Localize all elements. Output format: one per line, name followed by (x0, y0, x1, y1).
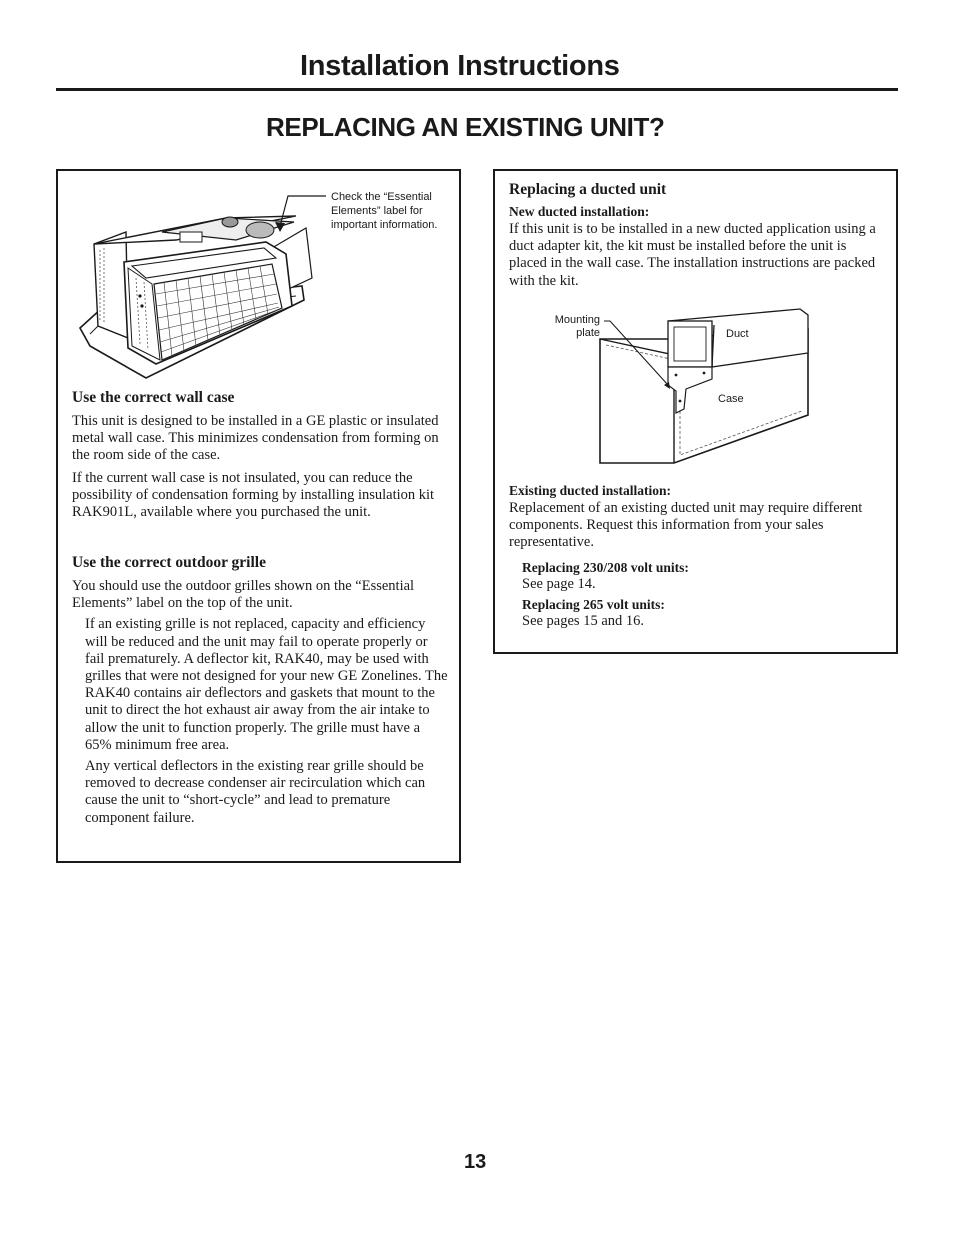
section-title: REPLACING AN EXISTING UNIT? (266, 112, 665, 142)
grille-para-1: You should use the outdoor grilles shown on the “Essential Elements” label on the top of the unit. (72, 578, 415, 612)
ducted-new-section (509, 181, 881, 290)
wall-case-heading: Use the correct wall case (72, 389, 235, 406)
new-ducted-text: If this unit is to be installed in a new ducted application using a duct adapter kit, the kit must be installed before the unit is placed in the wall case. The installation instructions are packed with the kit. (509, 221, 876, 289)
grille-para-2: If an existing grille is not replaced, capacity and efficiency will be reduced and the unit may fail to operate properly or fail prematurely. A deflector kit, RAK40, may be used with grilles that were not designed for your new GE Zonelines. The RAK40 contains air deflectors and gaskets that mount to the unit to direct the hot exhaust air away from the air intake to allow the unit to function properly. The grille must have a 65% minimum free area. (85, 616, 448, 753)
grille-section (72, 554, 448, 827)
wall-case-section (72, 389, 448, 521)
existing-ducted-text: Replacement of an existing ducted unit may require different components. Request this information from your sales representative. (509, 500, 863, 551)
case-label: Case (718, 393, 744, 405)
mounting-plate-label: Mounting plate (554, 314, 600, 339)
page-number: 13 (464, 1151, 487, 1173)
essential-elements-callout: Check the “Essential Elements” label for important information. (331, 191, 438, 231)
v230-text: See page 14. (522, 575, 596, 592)
existing-ducted-label: Existing ducted installation: (509, 483, 672, 498)
wall-case-para-1: This unit is designed to be installed in a GE plastic or insulated metal wall case. This minimizes condensation from forming on the room side of the case. (72, 413, 439, 464)
v265-text: See pages 15 and 16. (522, 612, 645, 629)
unit-illustration (76, 188, 326, 384)
wall-case-para-2: If the current wall case is not insulated, you can reduce the possibility of condensation forming by installing insulation kit RAK901L, available where you purchased the unit. (72, 469, 435, 521)
duct-diagram (596, 305, 812, 470)
duct-label: Duct (726, 328, 749, 340)
v230-label: Replacing 230/208 volt units: (522, 559, 689, 575)
title-rule (56, 88, 898, 91)
new-ducted-label: New ducted installation: (509, 204, 650, 219)
v265-label: Replacing 265 volt units: (522, 596, 665, 612)
grille-heading: Use the correct outdoor grille (72, 554, 266, 571)
grille-para-3: Any vertical deflectors in the existing rear grille should be removed to decrease condenser air recirculation which can cause the unit to “short-cycle” and lead to premature component failure. (85, 758, 426, 826)
page-title: Installation Instructions (300, 50, 620, 82)
ducted-heading: Replacing a ducted unit (509, 181, 667, 198)
ducted-existing-section (509, 483, 881, 630)
